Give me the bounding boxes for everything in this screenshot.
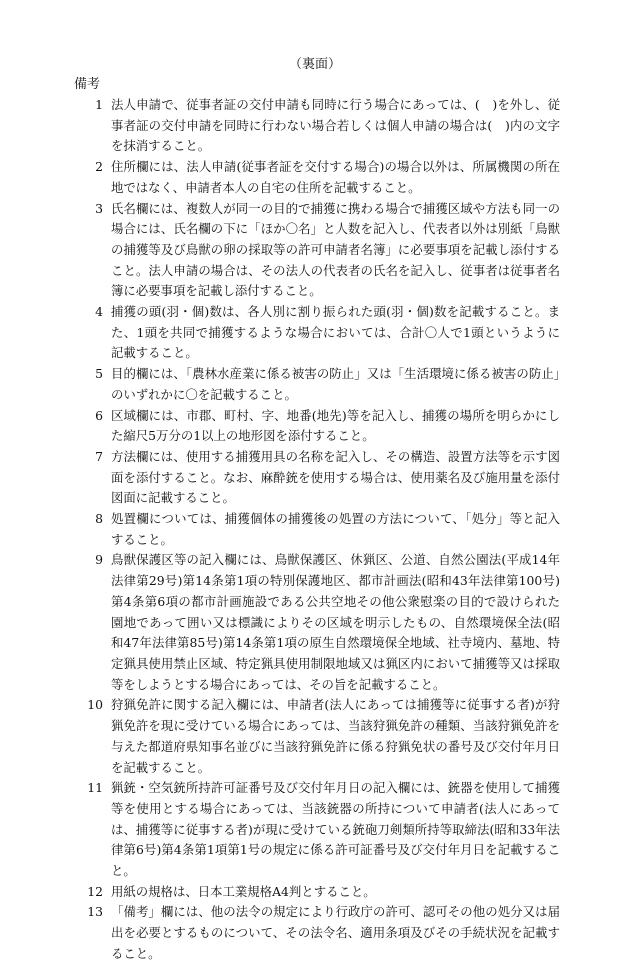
page-title: （裏面） bbox=[288, 57, 341, 72]
note-number: 3 bbox=[95, 200, 103, 216]
note-text: 猟銃・空気銃所持許可証番号及び交付年月日の記入欄には、銃器を使用して捕獲等を使用とする場合にあっては、当該銃器の所持について申請者(法人にあっては、捕獲等に従事する者)が現に受けている銃砲刀剣類所持等取締法(昭和33年法律第6号)第4条第1項第1号の規定に係る許可証番号及び交付年月日を記載すること。 bbox=[111, 780, 560, 879]
note-number: 1 bbox=[95, 97, 103, 112]
note-item bbox=[74, 406, 560, 447]
note-number: 5 bbox=[95, 366, 103, 382]
note-number: 8 bbox=[95, 511, 103, 527]
note-number: 9 bbox=[95, 552, 103, 568]
note-text: 「備考」欄には、他の法令の規定により行政庁の許可、認可その他の処分又は届出を必要とするものについて、その法令名、適用条項及びその手続状況を記載すること。 bbox=[111, 904, 560, 961]
note-number: 10 bbox=[87, 697, 103, 713]
note-item bbox=[74, 95, 560, 157]
note-number: 2 bbox=[95, 159, 103, 175]
note-text: 区域欄には、市郡、町村、字、地番(地先)等を記入し、捕獲の場所を明らかにした縮尺5万分の1以上の地形図を添付すること。 bbox=[111, 407, 560, 444]
note-item bbox=[74, 199, 560, 303]
note-item bbox=[74, 695, 560, 778]
notes-heading: 備考 bbox=[74, 77, 101, 92]
note-item bbox=[74, 778, 560, 882]
note-text: 処置欄については、捕獲個体の捕獲後の処置の方法について、「処分」等と記入すること。 bbox=[111, 511, 560, 547]
note-item bbox=[74, 882, 560, 903]
note-item bbox=[74, 509, 560, 550]
note-item bbox=[74, 157, 560, 198]
note-text: 鳥獣保護区等の記入欄には、鳥獣保護区、休猟区、公道、自然公園法(平成14年法律第29号)第14条第1項の特別保護地区、都市計画法(昭和43年法律第100号)第4条第6項の都市計画施設である公共空地その他公衆慰楽の目的で設けられた園地であって囲い又は標識によりその区域を明示したもの、自然環境保全法(昭和47年法律第85号)第14条第1項の原生自然環境保全地域、社寺境内、墓地、特定猟具使用禁止区域、特定猟具使用制限地域又は猟区内において捕獲等又は採取等をしようとする場合にあっては、その旨を記載すること。 bbox=[111, 552, 560, 692]
note-number: 13 bbox=[87, 904, 103, 920]
note-text: 狩猟免許に関する記入欄には、申請者(法人にあっては捕獲等に従事する者)が狩猟免許を現に受けている場合にあっては、当該狩猟免許の種類、当該狩猟免許を与えた都道府県知事名並びに当該狩猟免許に係る狩猟免状の番号及び交付年月日を記載すること。 bbox=[111, 697, 560, 775]
note-number: 7 bbox=[95, 448, 103, 464]
note-text: 法人申請で、従事者証の交付申請も同時に行う場合にあっては、( )を外し、従事者証の交付申請を同時に行わない場合若しくは個人申請の場合は( )内の文字を抹消すること。 bbox=[111, 97, 560, 154]
note-number: 4 bbox=[95, 304, 103, 320]
note-item bbox=[74, 302, 560, 364]
note-item bbox=[74, 550, 560, 695]
note-text: 氏名欄には、複数人が同一の目的で捕獲に携わる場合で捕獲区域や方法も同一の場合には、氏名欄の下に「ほか〇名」と人数を記入し、代表者以外は別紙「鳥獣の捕獲等及び鳥獣の卵の採取等の許可申請者名簿」に必要事項を記載し添付すること。法人申請の場合は、その法人の代表者の氏名を記入し、従事者は従事者名簿に必要事項を記載し添付すること。 bbox=[111, 200, 560, 299]
note-item bbox=[74, 902, 560, 964]
note-number: 11 bbox=[87, 780, 103, 796]
note-text: 住所欄には、法人申請(従事者証を交付する場合)の場合以外は、所属機関の所在地ではなく、申請者本人の自宅の住所を記載すること。 bbox=[111, 159, 560, 195]
note-text: 方法欄には、使用する捕獲用具の名称を記入し、その構造、設置方法等を示す図面を添付すること。なお、麻酔銃を使用する場合は、使用薬名及び施用量を添付図面に記載すること。 bbox=[111, 448, 560, 506]
note-number: 12 bbox=[87, 883, 103, 899]
note-text: 捕獲の頭(羽・個)数は、各人別に割り振られた頭(羽・個)数を記載すること。また、1頭を共同で捕獲するような場合においては、合計〇人で1頭というように記載すること。 bbox=[111, 304, 560, 361]
note-item bbox=[74, 447, 560, 509]
note-item bbox=[74, 364, 560, 405]
note-text: 目的欄には、「農林水産業に係る被害の防止」又は「生活環境に係る被害の防止」のいずれかに〇を記載すること。 bbox=[111, 366, 560, 402]
notes-list bbox=[74, 95, 560, 965]
note-text: 用紙の規格は、日本工業規格A4判とすること。 bbox=[111, 883, 376, 899]
note-number: 6 bbox=[95, 407, 103, 423]
